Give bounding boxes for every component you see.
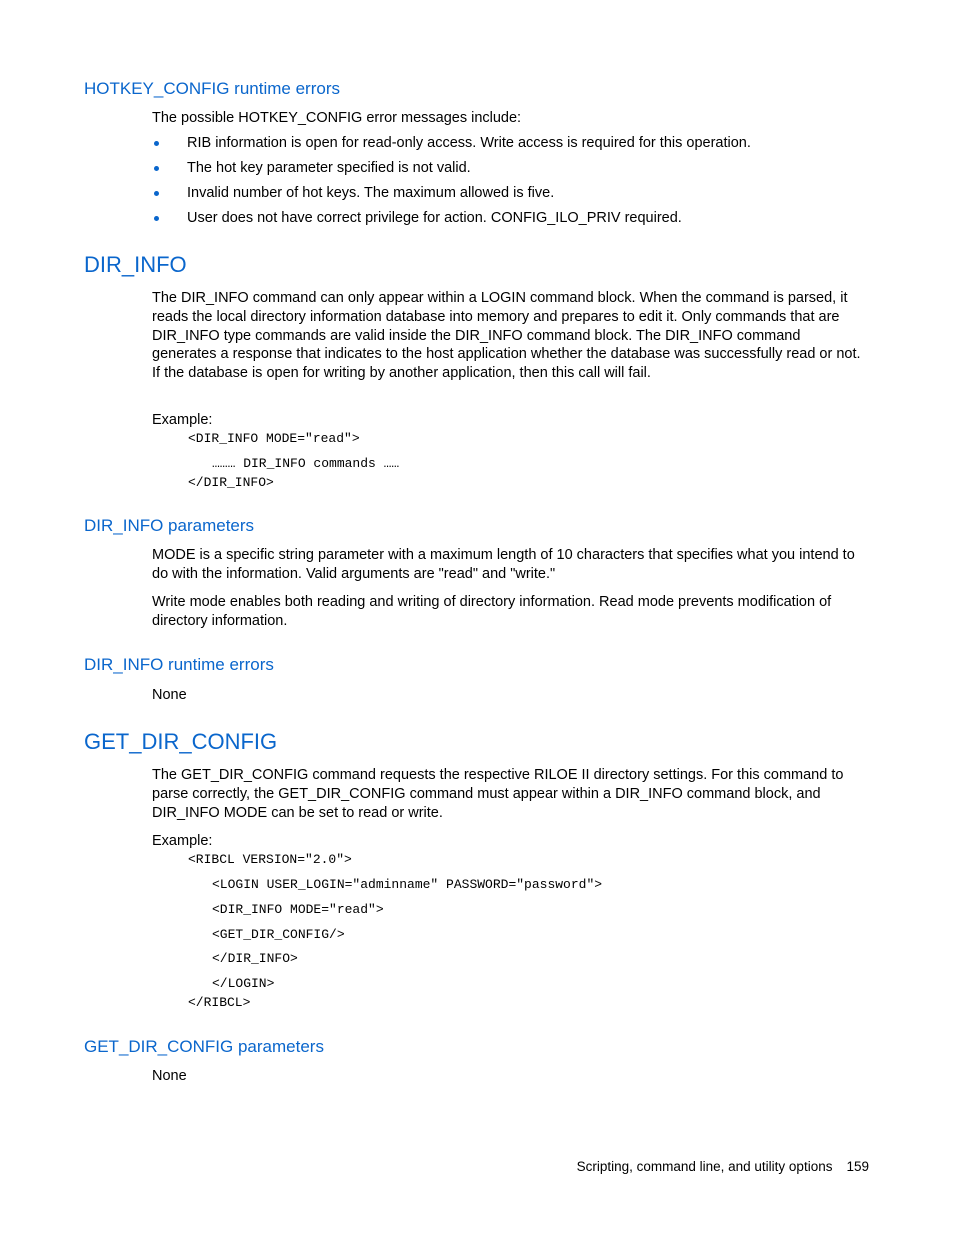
section-heading-get-dir-config: GET_DIR_CONFIG xyxy=(84,729,278,754)
get-dir-config-example-label: Example: xyxy=(152,833,213,849)
dir-info-description: The DIR_INFO command can only appear within a LOGIN command block. When the command is parsed, it reads the local directory information database into memory and prepares to edit it. Only commands that are DIR_INFO type commands are valid inside the DIR_INFO command block. The DIR_INFO command generates a response that indicates to the host application whether the database was successfully read or not. If the database is open for writing by another application, then this call will fail. xyxy=(152,290,861,382)
code-line: </LOGIN> xyxy=(212,976,275,991)
hotkey-errors-list xyxy=(152,133,751,233)
get-dir-config-description: The GET_DIR_CONFIG command requests the respective RILOE II directory settings. For this command to parse correctly, the GET_DIR_CONFIG command must appear within a DIR_INFO command block, and DIR_INFO MODE can be set to read or write. xyxy=(152,767,844,821)
get-dir-config-params-body: None xyxy=(152,1068,187,1084)
code-line: <LOGIN USER_LOGIN="adminname" PASSWORD="password"> xyxy=(212,877,603,892)
page-number: 159 xyxy=(846,1159,869,1174)
section-heading-dir-info: DIR_INFO xyxy=(84,252,187,277)
code-line: </DIR_INFO> xyxy=(212,951,298,966)
list-item: The hot key parameter specified is not valid. xyxy=(152,158,751,183)
code-line: </DIR_INFO> xyxy=(188,475,274,490)
dir-info-errors-body: None xyxy=(152,687,187,703)
list-item: Invalid number of hot keys. The maximum allowed is five. xyxy=(152,183,751,208)
code-line: </RIBCL> xyxy=(188,995,251,1010)
code-line: <DIR_INFO MODE="read"> xyxy=(188,431,360,446)
bullet-icon xyxy=(154,166,159,171)
section-heading-get-dir-config-parameters: GET_DIR_CONFIG parameters xyxy=(84,1037,324,1056)
list-item: User does not have correct privilege for action. CONFIG_ILO_PRIV required. xyxy=(152,208,751,233)
section-heading-hotkey-errors: HOTKEY_CONFIG runtime errors xyxy=(84,79,340,98)
bullet-icon xyxy=(154,216,159,221)
footer-section-title: Scripting, command line, and utility options xyxy=(576,1159,833,1174)
section-heading-dir-info-errors: DIR_INFO runtime errors xyxy=(84,655,274,674)
bullet-icon xyxy=(154,191,159,196)
code-line: <RIBCL VERSION="2.0"> xyxy=(188,852,352,867)
dir-info-example-label: Example: xyxy=(152,412,213,428)
bullet-icon xyxy=(154,141,159,146)
page-footer xyxy=(577,1158,869,1176)
dir-info-params-p1: MODE is a specific string parameter with a maximum length of 10 characters that specifies what you intend to do with the information. Valid arguments are "read" and "write." xyxy=(152,547,855,582)
code-line: <DIR_INFO MODE="read"> xyxy=(212,902,384,917)
code-line: ……… DIR_INFO commands …… xyxy=(212,456,400,471)
code-line: <GET_DIR_CONFIG/> xyxy=(212,927,345,942)
section-heading-dir-info-parameters: DIR_INFO parameters xyxy=(84,516,255,535)
list-item: RIB information is open for read-only access. Write access is required for this operation. xyxy=(152,133,751,158)
hotkey-errors-intro: The possible HOTKEY_CONFIG error messages include: xyxy=(152,110,522,126)
dir-info-params-p2: Write mode enables both reading and writing of directory information. Read mode prevents modification of directory information. xyxy=(152,594,832,629)
